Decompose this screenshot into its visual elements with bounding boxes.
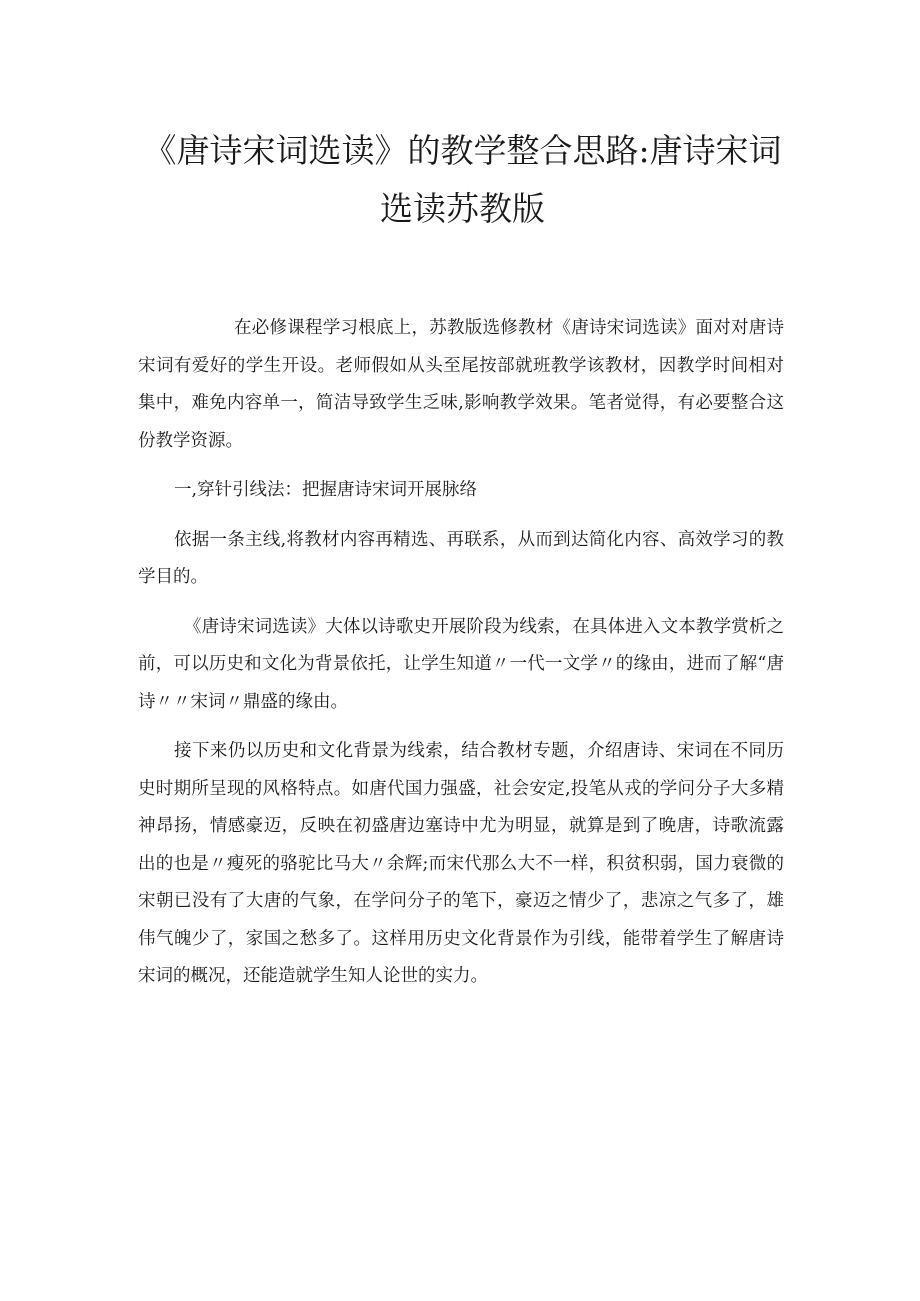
paragraph-intro: 在必修课程学习根底上，苏教版选修教材《唐诗宋词选读》面对对唐诗宋词有爱好的学生开设。老师假如从头至尾按部就班教学该教材，因教学时间相对集中，难免内容单一，简洁导致学生乏味,影响教学效果。笔者觉得，有必要整合这份教学资源。 [138, 318, 784, 451]
document-body [138, 310, 784, 1008]
paragraph-style-features: 接下来仍以历史和文化背景为线索，结合教材专题，介绍唐诗、宋词在不同历史时期所呈现的风格特点。如唐代国力强盛，社会安定,投笔从戎的学问分子大多精神昂扬，情感豪迈，反映在初盛唐边塞诗中尤为明显，就算是到了晚唐，诗歌流露出的也是〃瘦死的骆驼比马大〃余辉;而宋代那么大不一样，积贫积弱，国力衰微的宋朝已没有了大唐的气象，在学问分子的笔下，豪迈之情少了，悲凉之气多了，雄伟气魄少了，家国之愁多了。这样用历史文化背景作为引线，能带着学生了解唐诗宋词的概况，还能造就学生知人论世的实力。 [138, 741, 784, 986]
document-title: 《唐诗宋词选读》的教学整合思路:唐诗宋词选读苏教版 [143, 131, 782, 228]
section-heading-1: 一,穿针引线法：把握唐诗宋词开展脉络 [174, 480, 478, 500]
paragraph-main-line: 依据一条主线,将教材内容再精选、再联系，从而到达简化内容、高效学习的教学目的。 [138, 529, 784, 587]
paragraph-history-context: 《唐诗宋词选读》大体以诗歌史开展阶段为线索，在具体进入文本教学赏析之前，可以历史和文化为背景依托，让学生知道〃一代一文学〃的缘由，进而了解“唐诗〃〃宋词〃鼎盛的缘由。 [138, 616, 784, 712]
